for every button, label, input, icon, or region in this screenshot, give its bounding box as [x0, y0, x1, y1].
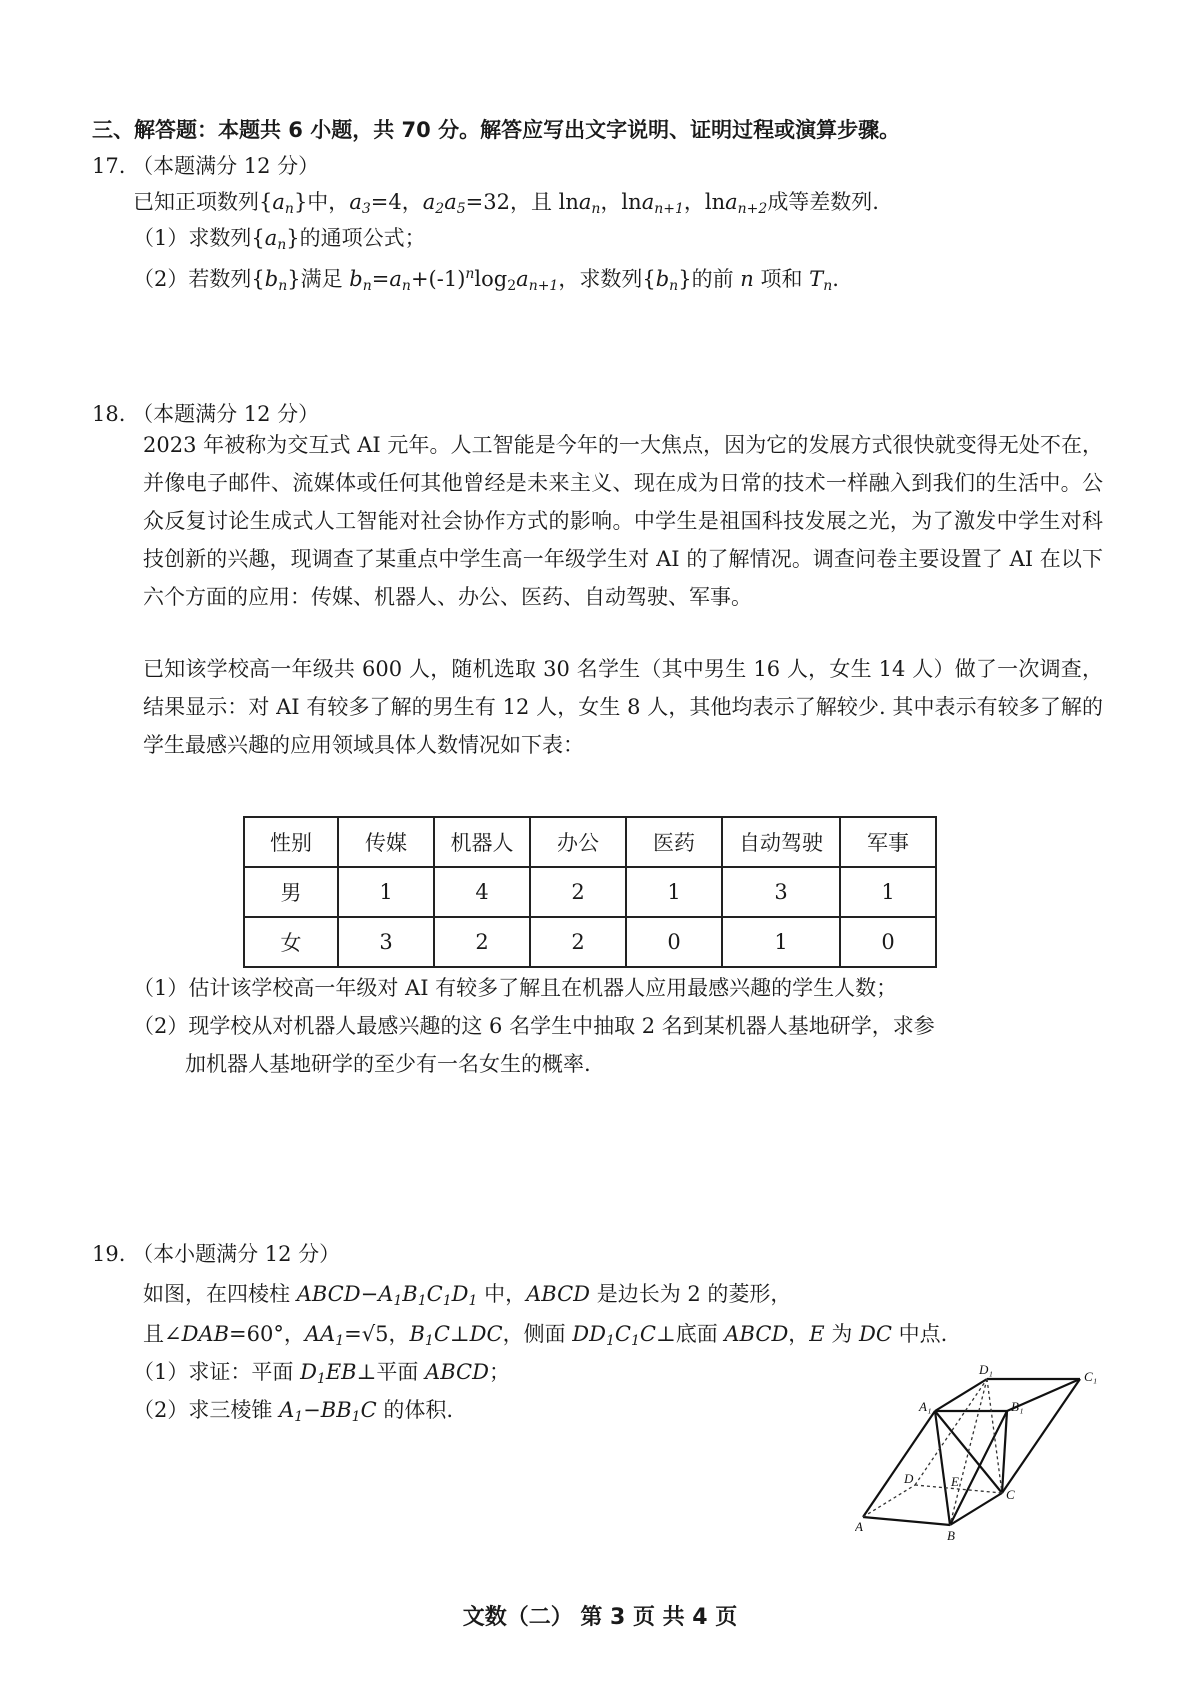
section-title: 三、解答题：本题共 6 小题，共 70 分。解答应写出文字说明、证明过程或演算步骤。: [92, 118, 901, 142]
q19-text: =60°，: [229, 1322, 305, 1346]
svg-text:D: D: [904, 1471, 914, 1486]
q17-header: [92, 152, 319, 180]
q17-part2-text: （2）若数列{: [133, 267, 265, 291]
svg-text:C₁: C₁: [1084, 1369, 1098, 1384]
q18-part1: （1）估计该学校高一年级对 AI 有较多了解且在机器人应用最感兴趣的学生人数；: [133, 976, 898, 1000]
ai-interest-table: [243, 816, 937, 968]
q17-stem-text: =4，: [370, 190, 423, 214]
q19-text: ，: [788, 1322, 810, 1346]
q19-text: ⊥平面: [356, 1360, 419, 1384]
q19-line1: 如图，在四棱柱 $ABCD-A_1B_1C_1D_1$ 中，ABCD 是边长为 2 的菱形，: [143, 1282, 792, 1309]
q17-part2-text: ，求数列{: [558, 267, 656, 291]
table-header-cell: 机器人: [434, 817, 530, 867]
q17-number: 17.: [92, 154, 126, 178]
q17-stem-text: ，ln: [683, 190, 726, 214]
prism-diagram: [855, 1365, 1115, 1545]
table-cell: 4: [434, 867, 530, 917]
table-cell: 3: [338, 917, 434, 967]
q17-stem: 已知正项数列$\{a_n\}$中，$a_3=4$，$a_2a_5=32$，且 lna$_n$，lna$_{n+1}$，lna$_{n+2}$成等差数列.: [133, 190, 879, 217]
q17-part2-text: log: [474, 267, 508, 291]
table-row: [244, 917, 936, 967]
table-cell: 男: [244, 867, 338, 917]
q17-part1-text: }的通项公式；: [286, 226, 426, 250]
table-row: [244, 867, 936, 917]
q17-part2-text: }满足: [287, 267, 343, 291]
q17-part2-text: (-1): [428, 267, 466, 291]
table-header-row: [244, 817, 936, 867]
svg-text:A₁: A₁: [919, 1399, 932, 1414]
q19-text: 且∠: [143, 1322, 182, 1346]
table-cell: 1: [338, 867, 434, 917]
table-cell: 女: [244, 917, 338, 967]
table-cell: 1: [626, 867, 722, 917]
svg-text:B: B: [947, 1528, 955, 1543]
table-header-cell: 医药: [626, 817, 722, 867]
q18-number: 18.: [92, 402, 126, 426]
q17-part2: （2）若数列$\{b_n\}$满足 $b_n=a_n+(-1)^n\log_2a_{n+1}$，求数列$\{b_n\}$的前 n 项和 $T_n$.: [133, 266, 839, 294]
table-cell: 1: [722, 917, 840, 967]
q17-part1-text: （1）求数列{: [133, 226, 265, 250]
q17-part2-text: }的前: [678, 267, 734, 291]
q19-text: 是边长为 2 的菱形，: [596, 1282, 792, 1306]
page-footer: 文数（二） 第 3 页 共 4 页: [462, 1605, 738, 1630]
q17-stem-text: 成等差数列.: [767, 190, 879, 214]
q19-text: （2）求三棱锥: [133, 1398, 273, 1422]
table-cell: 2: [434, 917, 530, 967]
svg-text:D₁: D₁: [979, 1365, 993, 1377]
q17-part1: （1）求数列$\{a_n\}$的通项公式；: [133, 226, 426, 253]
q19-text: （1）求证：平面: [133, 1360, 294, 1384]
table-header-cell: 自动驾驶: [722, 817, 840, 867]
svg-text:B₁: B₁: [1011, 1399, 1024, 1414]
q18-paragraph-2: 已知该学校高一年级共 600 人，随机选取 30 名学生（其中男生 16 人，女生 14 人）做了一次调查，结果显示：对 AI 有较多了解的男生有 12 人，女生 8 人，其他均表示了解较少. 其中表示有较多了解的学生最感兴趣的应用领域具体人数情况如下表：: [143, 657, 1103, 757]
table-header-cell: 军事: [840, 817, 936, 867]
q19-text: ，侧面: [502, 1322, 566, 1346]
q19-text: 中点.: [898, 1322, 948, 1346]
svg-text:A: A: [855, 1519, 863, 1534]
svg-text:E: E: [951, 1474, 959, 1489]
q19-header: [92, 1240, 340, 1268]
q19-part1: （1）求证：平面 $D_1EB\perp$平面 ABCD；: [133, 1360, 510, 1387]
q19-text: =√5，: [344, 1322, 410, 1346]
q17-stem-text: 已知正项数列{: [133, 190, 273, 214]
q18-header: [92, 400, 319, 428]
q19-text: 中，: [484, 1282, 527, 1306]
q19-text: 为: [831, 1322, 853, 1346]
table-header-cell: 性别: [244, 817, 338, 867]
q17-stem-text: }中，: [293, 190, 350, 214]
table-cell: 2: [530, 917, 626, 967]
table-header-cell: 办公: [530, 817, 626, 867]
q18-paragraph-1: 2023 年被称为交互式 AI 元年。人工智能是今年的一大焦点，因为它的发展方式很快就变得无处不在，并像电子邮件、流媒体或任何其他曾经是未来主义、现在成为日常的技术一样融入到我们的生活中。公众反复讨论生成式人工智能对社会协作方式的影响。中学生是祖国科技发展之光，为了激发中学生对科技创新的兴趣，现调查了某重点中学生高一年级学生对 AI 的了解情况。调查问卷主要设置了 AI 在以下六个方面的应用：传媒、机器人、办公、医药、自动驾驶、军事。: [143, 433, 1103, 609]
q17-stem-text: =32，且 ln: [465, 190, 579, 214]
table-cell: 2: [530, 867, 626, 917]
q18-score: （本题满分 12 分）: [132, 402, 320, 426]
q19-text: 的体积.: [383, 1398, 454, 1422]
q19-score: （本小题满分 12 分）: [132, 1242, 341, 1266]
q18-part2-line1: （2）现学校从对机器人最感兴趣的这 6 名学生中抽取 2 名到某机器人基地研学，求参: [133, 1014, 935, 1038]
svg-text:C: C: [1006, 1487, 1015, 1502]
q19-number: 19.: [92, 1242, 126, 1266]
q19-part2: （2）求三棱锥 $A_1-BB_1C$ 的体积.: [133, 1398, 454, 1425]
table-cell: 0: [626, 917, 722, 967]
q19-text: ⊥底面: [655, 1322, 718, 1346]
q19-text: 如图，在四棱柱: [143, 1282, 290, 1306]
q19-line2: 且∠DAB=60°，$AA_1=√5$，$B_1C\perp DC$，侧面 $DD_1C_1C\perp$底面 ABCD，E 为 DC 中点.: [143, 1322, 948, 1349]
table-header-cell: 传媒: [338, 817, 434, 867]
table-cell: 0: [840, 917, 936, 967]
table-cell: 3: [722, 867, 840, 917]
q17-stem-text: ，ln: [600, 190, 642, 214]
table-cell: 1: [840, 867, 936, 917]
q17-part2-text: 项和: [760, 267, 803, 291]
q17-score: （本题满分 12 分）: [132, 154, 320, 178]
q18-part2-line2: 加机器人基地研学的至少有一名女生的概率.: [185, 1052, 591, 1076]
